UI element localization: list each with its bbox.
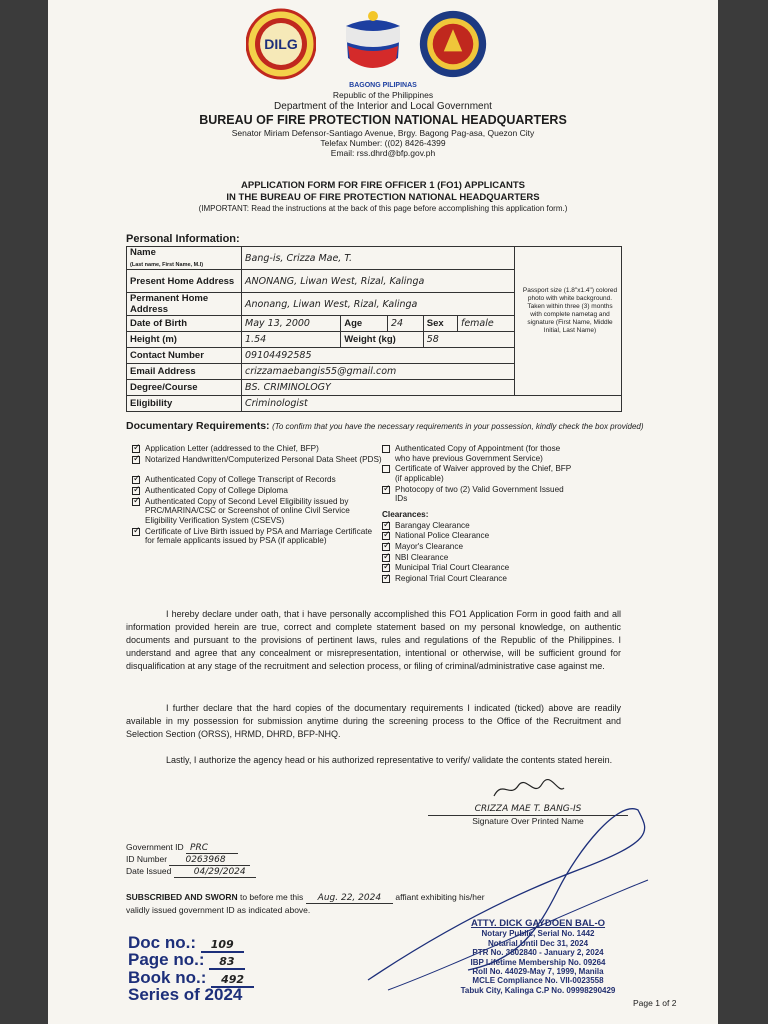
clearances-label: Mayor's Clearance bbox=[395, 542, 463, 552]
declaration-paragraph-2: I further declare that the hard copies of the documentary requirements I indicated (ticked) above are readily available in my possession for submission anytime during the screening process to the Office of the Recruitment and Selection Section (ORSS), HRMD, DHRD, BFP-NHQ. bbox=[126, 703, 621, 740]
email-label: Email Address bbox=[127, 364, 242, 380]
notary-line-7: Tabuk City, Kalinga C.P No. 09998290429 bbox=[460, 985, 616, 995]
doc-req-note: (To confirm that you have the necessary requirements in your possession, kindly check the box provided) bbox=[272, 422, 644, 431]
gov-id-label: Government ID bbox=[126, 842, 184, 852]
clearances-item bbox=[382, 542, 572, 552]
sworn-lead: SUBSCRIBED AND SWORN bbox=[126, 892, 238, 902]
notary-line-4: IBP Lifetime Membership No. 09264 bbox=[470, 957, 606, 967]
age-label: Age bbox=[341, 316, 388, 332]
bagong-pilipinas-logo bbox=[338, 6, 408, 82]
clearances-label: National Police Clearance bbox=[395, 531, 490, 541]
title-line-2: IN THE BUREAU OF FIRE PROTECTION NATIONAL HEADQUARTERS bbox=[226, 191, 540, 203]
declaration-paragraph-3: Lastly, I authorize the agency head or his authorized representative to verify/ validate the contents stated herein. bbox=[166, 755, 613, 765]
left-label: Notarized Handwritten/Computerized Personal Data Sheet (PDS) bbox=[145, 454, 382, 464]
degree-label: Degree/Course bbox=[127, 380, 242, 396]
republic-line: Republic of the Philippines bbox=[332, 90, 434, 101]
requirements-left-column bbox=[132, 444, 382, 547]
page-number: Page 1 of 2 bbox=[633, 998, 677, 1008]
date-issued-value: 04/29/2024 bbox=[174, 867, 256, 878]
signature-caption: Signature Over Printed Name bbox=[472, 816, 584, 826]
left-label: Authenticated Copy of Second Level Eligibility issued by PRC/MARINA/CSC or Screenshot of online Civil Service Eligibility Verification System (CSEVS) bbox=[145, 496, 350, 526]
personal-info-heading: Personal Information: bbox=[126, 233, 240, 245]
series-label: Series of bbox=[128, 984, 200, 1004]
height-value: 1.54 bbox=[242, 332, 341, 348]
notary-line-3: PTR No. 3802840 - January 2, 2024 bbox=[472, 948, 604, 958]
form-title bbox=[48, 180, 718, 214]
right-item bbox=[382, 485, 572, 504]
telefax-line: Telefax Number: ((02) 8426-4399 bbox=[320, 137, 446, 148]
clearances-heading: Clearances: bbox=[382, 510, 429, 519]
checkbox[interactable] bbox=[132, 456, 140, 464]
sworn-after: affiant exhibiting his/her bbox=[395, 892, 485, 902]
left-item bbox=[132, 444, 382, 454]
id-number-value: 0263968 bbox=[169, 855, 249, 866]
dilg-seal-logo bbox=[246, 6, 316, 82]
right-item bbox=[382, 464, 572, 483]
doc-no-value: 109 bbox=[201, 938, 244, 953]
bureau-line: BUREAU OF FIRE PROTECTION NATIONAL HEADQUARTERS bbox=[199, 112, 567, 127]
bagong-pilipinas-label: BAGONG PILIPINAS bbox=[349, 82, 417, 89]
sworn-text: to before me this bbox=[239, 892, 304, 902]
clearances-label: Municipal Trial Court Clearance bbox=[395, 563, 510, 573]
notarial-register-stamp bbox=[128, 934, 254, 1003]
contact-label: Contact Number bbox=[127, 348, 242, 364]
clearances-item bbox=[382, 574, 572, 584]
present-address-label: Present Home Address bbox=[127, 270, 242, 293]
left-label: Certificate of Live Birth issued by PSA and Marriage Certificate for female applicants issued by PSA (if applicable) bbox=[145, 526, 373, 546]
notary-line-1: Notary Public, Serial No. 1442 bbox=[481, 929, 595, 939]
contact-value: 09104492585 bbox=[242, 348, 515, 364]
notary-details bbox=[438, 918, 638, 995]
checkbox[interactable] bbox=[132, 498, 140, 506]
age-value: 24 bbox=[387, 316, 423, 332]
important-note: (IMPORTANT: Read the instructions at the back of this page before accomplishing this application form.) bbox=[198, 203, 568, 213]
doc-no-label: Doc no.: bbox=[128, 933, 196, 952]
notary-line-2: Notarial Until Dec 31, 2024 bbox=[487, 938, 589, 948]
present-address-value: ANONANG, Liwan West, Rizal, Kalinga bbox=[242, 270, 515, 293]
checkbox[interactable] bbox=[132, 528, 140, 536]
checkbox[interactable] bbox=[382, 575, 390, 583]
left-label: Authenticated Copy of College Transcript of Records bbox=[145, 475, 336, 485]
documentary-requirements-heading bbox=[126, 420, 646, 432]
dob-label: Date of Birth bbox=[127, 316, 242, 332]
book-no-label: Book no.: bbox=[128, 967, 207, 987]
clearances-item bbox=[382, 563, 572, 573]
checkbox[interactable] bbox=[382, 445, 390, 453]
weight-value: 58 bbox=[423, 332, 514, 348]
government-id-block bbox=[126, 842, 256, 878]
application-form-page bbox=[48, 0, 718, 1024]
photo-instructions: Passport size (1.8"x1.4") colored photo with white background. Taken within three (3) months with complete nametag and signature (First Name, Middle Initial, Last Name) bbox=[522, 286, 618, 335]
left-item bbox=[132, 486, 382, 496]
gov-id-value: PRC bbox=[186, 843, 238, 854]
permanent-address-label: Permanent Home Address bbox=[127, 293, 242, 316]
notary-name: ATTY. DICK GAYDOEN BAL-O bbox=[470, 918, 606, 929]
sex-label: Sex bbox=[423, 316, 457, 332]
email-value: crizzamaebangis55@gmail.com bbox=[242, 364, 515, 380]
name-value: Bang-is, Crizza Mae, T. bbox=[242, 247, 515, 270]
notary-line-5: Roll No. 44029-May 7, 1999, Manila bbox=[472, 966, 604, 976]
clearances-item bbox=[382, 521, 572, 531]
date-issued-label: Date Issued bbox=[126, 866, 172, 877]
page-no-value: 83 bbox=[209, 955, 244, 970]
clearances-label: Regional Trial Court Clearance bbox=[395, 574, 507, 584]
bfp-seal-logo bbox=[418, 6, 488, 82]
left-item bbox=[132, 497, 382, 526]
title-line-1: APPLICATION FORM FOR FIRE OFFICER 1 (FO1) APPLICANTS bbox=[241, 180, 525, 191]
clearances-item bbox=[382, 553, 572, 563]
left-label: Authenticated Copy of College Diploma bbox=[145, 486, 288, 496]
left-item bbox=[132, 475, 382, 485]
series-value: 2024 bbox=[204, 984, 243, 1004]
eligibility-label: Eligibility bbox=[127, 396, 242, 412]
name-label: Name (Last name, First Name, M.I) bbox=[127, 247, 242, 270]
department-line: Department of the Interior and Local Government bbox=[274, 100, 492, 112]
book-no-value: 492 bbox=[211, 973, 254, 988]
clearances-label: NBI Clearance bbox=[395, 552, 449, 562]
dob-value: May 13, 2000 bbox=[242, 316, 341, 332]
checkbox[interactable] bbox=[382, 465, 390, 473]
eligibility-value: Criminologist bbox=[242, 396, 622, 412]
degree-value: BS. CRIMINOLOGY bbox=[242, 380, 515, 396]
right-label: Authenticated Copy of Appointment (for those who have previous Government Service) bbox=[395, 444, 561, 463]
clearances-item bbox=[382, 531, 572, 541]
sworn-date: Aug. 22, 2024 bbox=[306, 893, 393, 904]
left-item bbox=[132, 455, 382, 465]
header-logos bbox=[48, 6, 718, 86]
page-no-label: Page no.: bbox=[128, 950, 205, 970]
sworn-line-2: validly issued government ID as indicated above. bbox=[126, 904, 311, 915]
requirements-right-column bbox=[382, 444, 572, 505]
printed-name: CRIZZA MAE T. BANG-IS bbox=[428, 804, 628, 816]
clearances-label: Barangay Clearance bbox=[395, 520, 470, 530]
agency-header bbox=[48, 82, 718, 158]
right-label: Certificate of Waiver approved by the Chief, BFP (if applicable) bbox=[395, 464, 572, 484]
right-item bbox=[382, 444, 572, 463]
notary-line-6: MCLE Compliance No. VII-0023558 bbox=[472, 976, 604, 986]
address-line: Senator Miriam Defensor-Santiago Avenue, Brgy. Bagong Pag-asa, Quezon City bbox=[231, 127, 535, 138]
dilg-logo-text: DILG bbox=[264, 36, 298, 52]
clearances-section bbox=[382, 510, 572, 585]
email-line: Email: rss.dhrd@bfp.gov.ph bbox=[330, 147, 436, 158]
left-label: Application Letter (addressed to the Chief, BFP) bbox=[145, 444, 319, 453]
doc-req-title: Documentary Requirements: bbox=[126, 420, 270, 432]
right-label: Photocopy of two (2) Valid Government Issued IDs bbox=[395, 484, 564, 504]
sex-value: female bbox=[457, 316, 514, 332]
checkbox[interactable] bbox=[382, 486, 390, 494]
left-item bbox=[132, 527, 382, 546]
height-label: Height (m) bbox=[127, 332, 242, 348]
weight-label: Weight (kg) bbox=[341, 332, 423, 348]
id-number-label: ID Number bbox=[126, 854, 168, 865]
permanent-address-value: Anonang, Liwan West, Rizal, Kalinga bbox=[242, 293, 515, 316]
declaration-paragraph-1: I hereby declare under oath, that i have personally accomplished this FO1 Application Form in good faith and all information provided herein are true, correct and complete statement based on my personal knowledge, on authentic documents and pursuant to the provisions of pertinent laws, rules and regulations of the Republic of the Philippines. I understand and agree that any concealment or misrepresentation, intentional or otherwise, will be sufficient ground for disqualification at any stage of the recruitment and selection process, or filing of criminal/administrative case against me. bbox=[126, 609, 621, 672]
